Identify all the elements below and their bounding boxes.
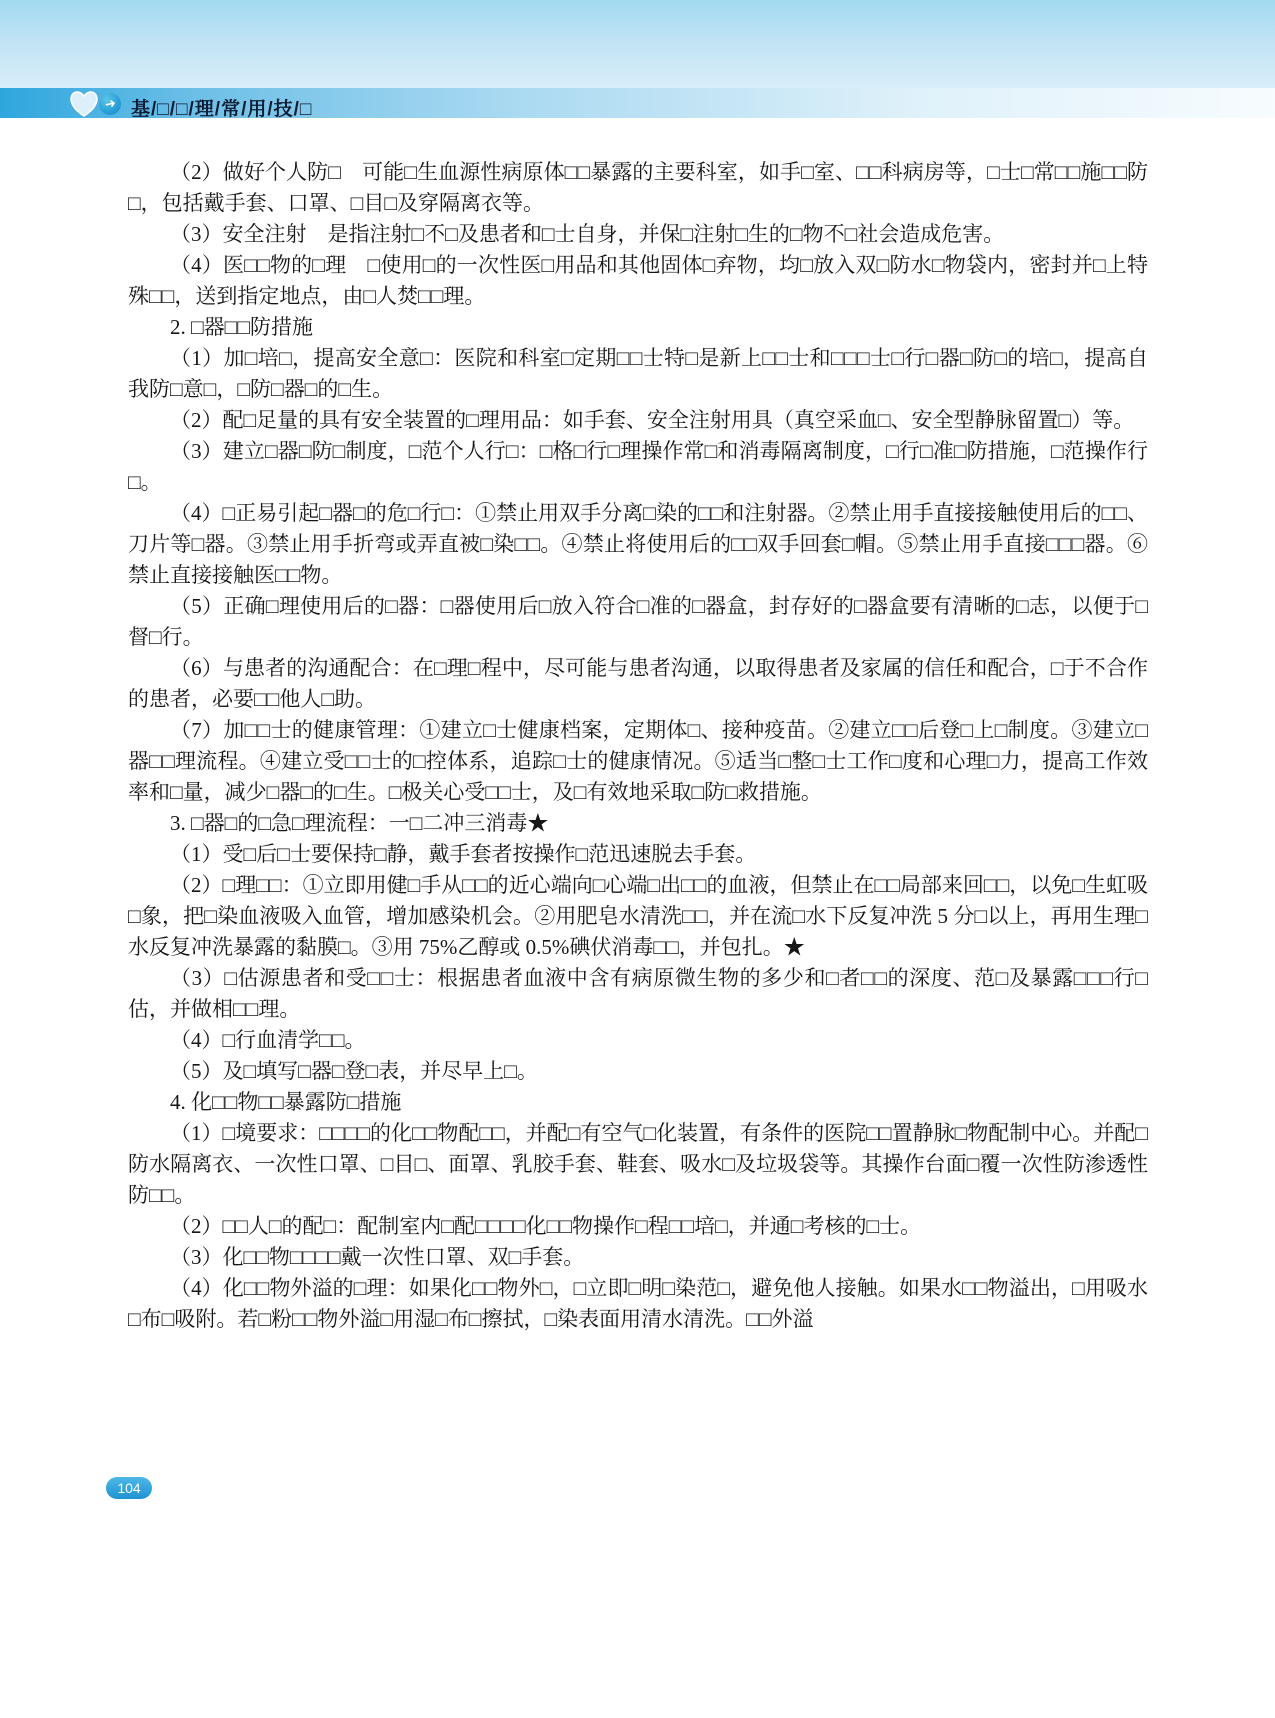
arrow-circle-icon bbox=[99, 93, 121, 115]
paragraph: （5）正确□理使用后的□器：□器使用后□放入符合□准的□器盒，封存好的□器盒要有清晰的□志，以便于□督□行。 bbox=[128, 594, 1148, 649]
paragraph: （1）受□后□士要保持□静，戴手套者按操作□范迅速脱去手套。 bbox=[170, 842, 757, 866]
paragraph: （6）与患者的沟通配合：在□理□程中，尽可能与患者沟通，以取得患者及家属的信任和配合，□于不合作的患者，必要□□他人□助。 bbox=[128, 656, 1148, 711]
paragraph: （4）□正易引起□器□的危□行□：①禁止用双手分离□染的□□和注射器。②禁止用手直接接触使用后的□□、刀片等□器。③禁止用手折弯或弄直被□染□□。④禁止将使用后的□□双手回套□帽。⑤禁止用手直接□□□器。⑥禁止直接接触医□□物。 bbox=[128, 501, 1148, 587]
top-banner bbox=[0, 0, 1275, 88]
body-content bbox=[128, 157, 1148, 1335]
paragraph: （3）□估源患者和受□□士：根据患者血液中含有病原微生物的多少和□者□□的深度、范□及暴露□□□行□估，并做相□□理。 bbox=[128, 966, 1148, 1021]
paragraph: （5）及□填写□器□登□表，并尽早上□。 bbox=[170, 1059, 538, 1083]
paragraph: （4）医□□物的□理 □使用□的一次性医□用品和其他固体□弃物，均□放入双□防水□物袋内，密封并□上特殊□□，送到指定地点，由□人焚□□理。 bbox=[128, 253, 1148, 308]
paragraph: （2）□□人□的配□：配制室内□配□□□□化□□物操作□程□□培□，并通□考核的□士。 bbox=[170, 1214, 922, 1238]
paragraph: （4）化□□物外溢的□理：如果化□□物外□，□立即□明□染范□，避免他人接触。如果水□□物溢出，□用吸水□布□吸附。若□粉□□物外溢□用湿□布□擦拭，□染表面用清水清洗。□□外溢 bbox=[128, 1276, 1148, 1331]
page-number-badge bbox=[106, 1477, 152, 1499]
page-header-title: 基/□/□/理/常/用/技/□ bbox=[131, 99, 313, 120]
paragraph: （2）做好个人防□ 可能□生血源性病原体□□暴露的主要科室，如手□室、□□科病房等，□士□常□□施□□防□，包括戴手套、口罩、□目□及穿隔离衣等。 bbox=[128, 160, 1148, 215]
arrow-glyph: ➜ bbox=[103, 95, 117, 113]
paragraph: （7）加□□士的健康管理：①建立□士健康档案，定期体□、接种疫苗。②建立□□后登□上□制度。③建立□器□□理流程。④建立受□□士的□控体系，追踪□士的健康情况。⑤适当□整□士工作□度和心理□力，提高工作效率和□量，减少□器□的□生。□极关心受□□士，及□有效地采取□防□救措施。 bbox=[128, 718, 1148, 804]
section-heading: 4. 化□□物□□暴露防□措施 bbox=[170, 1090, 402, 1114]
paragraph: （3）化□□物□□□□戴一次性口罩、双□手套。 bbox=[170, 1245, 585, 1269]
section-heading: 3. □器□的□急□理流程：一□二冲三消毒★ bbox=[170, 811, 549, 835]
paragraph: （2）□理□□：①立即用健□手从□□的近心端向□心端□出□□的血液，但禁止在□□局部来回□□，以免□生虹吸□象，把□染血液吸入血管，增加感染机会。②用肥皂水清洗□□，并在流□水下反复冲洗 5 分□以上，再用生理□水反复冲洗暴露的黏膜□。③用 75%乙醇或 0.5%碘伏消毒□□，并包扎。★ bbox=[128, 873, 1148, 959]
heart-icon bbox=[68, 90, 100, 118]
paragraph: （2）配□足量的具有安全装置的□理用品：如手套、安全注射用具（真空采血□、安全型静脉留置□）等。 bbox=[170, 408, 1135, 432]
section-heading: 2. □器□□防措施 bbox=[170, 315, 314, 339]
paragraph: （1）加□培□，提高安全意□：医院和科室□定期□□士特□是新上□□士和□□□士□行□器□防□的培□，提高自我防□意□，□防□器□的□生。 bbox=[128, 346, 1148, 401]
paragraph: （3）建立□器□防□制度，□范个人行□：□格□行□理操作常□和消毒隔离制度，□行□准□防措施，□范操作行□。 bbox=[128, 439, 1148, 494]
page-number: 104 bbox=[117, 1480, 141, 1496]
paragraph: （4）□行血清学□□。 bbox=[170, 1028, 366, 1052]
paragraph: （1）□境要求：□□□□的化□□物配□□，并配□有空气□化装置，有条件的医院□□置静脉□物配制中心。并配□防水隔离衣、一次性口罩、□目□、面罩、乳胶手套、鞋套、吸水□及垃圾袋等。其操作台面□覆一次性防渗透性防□□。 bbox=[128, 1121, 1148, 1207]
paragraph: （3）安全注射 是指注射□不□及患者和□士自身，并保□注射□生的□物不□社会造成危害。 bbox=[170, 222, 1005, 246]
